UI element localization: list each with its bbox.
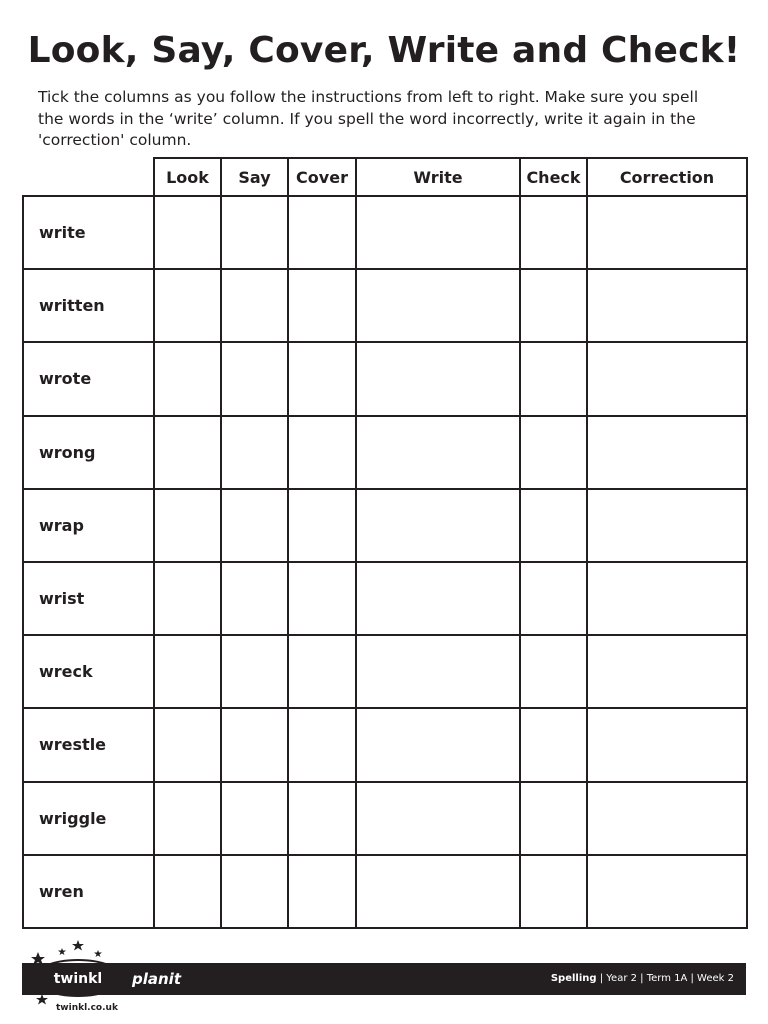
look-cell[interactable] bbox=[154, 708, 221, 781]
cover-cell[interactable] bbox=[288, 855, 356, 928]
cover-cell[interactable] bbox=[288, 635, 356, 708]
planit-brand: planit bbox=[132, 970, 181, 988]
look-cell[interactable] bbox=[154, 489, 221, 562]
cover-cell[interactable] bbox=[288, 782, 356, 855]
cover-cell[interactable] bbox=[288, 562, 356, 635]
say-cell[interactable] bbox=[221, 196, 288, 269]
look-cell[interactable] bbox=[154, 342, 221, 415]
write-cell[interactable] bbox=[356, 635, 520, 708]
look-cell[interactable] bbox=[154, 562, 221, 635]
write-cell[interactable] bbox=[356, 269, 520, 342]
check-cell[interactable] bbox=[520, 342, 587, 415]
instructions-line-3: 'correction' column. bbox=[38, 131, 192, 149]
header-row bbox=[23, 158, 747, 196]
header-write: Write bbox=[356, 158, 520, 196]
cover-cell[interactable] bbox=[288, 342, 356, 415]
correction-cell[interactable] bbox=[587, 342, 747, 415]
say-cell[interactable] bbox=[221, 416, 288, 489]
say-cell[interactable] bbox=[221, 269, 288, 342]
header-check: Check bbox=[520, 158, 587, 196]
write-cell[interactable] bbox=[356, 562, 520, 635]
say-cell[interactable] bbox=[221, 855, 288, 928]
correction-cell[interactable] bbox=[587, 196, 747, 269]
check-cell[interactable] bbox=[520, 855, 587, 928]
cover-cell[interactable] bbox=[288, 708, 356, 781]
write-cell[interactable] bbox=[356, 855, 520, 928]
footer-subject: Spelling bbox=[550, 973, 597, 984]
correction-cell[interactable] bbox=[587, 489, 747, 562]
write-cell[interactable] bbox=[356, 489, 520, 562]
say-cell[interactable] bbox=[221, 489, 288, 562]
look-cell[interactable] bbox=[154, 635, 221, 708]
header-look: Look bbox=[154, 158, 221, 196]
say-cell[interactable] bbox=[221, 342, 288, 415]
say-cell[interactable] bbox=[221, 708, 288, 781]
word-row bbox=[23, 562, 747, 635]
word-cell: wrap bbox=[23, 489, 154, 562]
word-row bbox=[23, 635, 747, 708]
instructions-line-1: Tick the columns as you follow the instructions from left to right. Make sure you spell bbox=[38, 88, 699, 106]
say-cell[interactable] bbox=[221, 782, 288, 855]
word-row bbox=[23, 196, 747, 269]
header-cover: Cover bbox=[288, 158, 356, 196]
twinkl-logo-text: twinkl bbox=[53, 971, 103, 987]
correction-cell[interactable] bbox=[587, 416, 747, 489]
word-row bbox=[23, 489, 747, 562]
cover-cell[interactable] bbox=[288, 269, 356, 342]
write-cell[interactable] bbox=[356, 782, 520, 855]
footer-details: | Year 2 | Term 1A | Week 2 bbox=[596, 973, 734, 984]
word-cell: wrong bbox=[23, 416, 154, 489]
spelling-table bbox=[22, 157, 748, 929]
write-cell[interactable] bbox=[356, 196, 520, 269]
correction-cell[interactable] bbox=[587, 782, 747, 855]
word-row bbox=[23, 708, 747, 781]
say-cell[interactable] bbox=[221, 635, 288, 708]
word-cell: wrist bbox=[23, 562, 154, 635]
website-url: twinkl.co.uk bbox=[56, 1003, 118, 1013]
word-row bbox=[23, 269, 747, 342]
word-cell: wrote bbox=[23, 342, 154, 415]
cover-cell[interactable] bbox=[288, 489, 356, 562]
word-row bbox=[23, 416, 747, 489]
word-cell: wrestle bbox=[23, 708, 154, 781]
say-cell[interactable] bbox=[221, 562, 288, 635]
word-cell: written bbox=[23, 269, 154, 342]
check-cell[interactable] bbox=[520, 562, 587, 635]
cover-cell[interactable] bbox=[288, 416, 356, 489]
cover-cell[interactable] bbox=[288, 196, 356, 269]
header-blank-cell bbox=[23, 158, 154, 196]
write-cell[interactable] bbox=[356, 342, 520, 415]
word-row bbox=[23, 855, 747, 928]
look-cell[interactable] bbox=[154, 269, 221, 342]
look-cell[interactable] bbox=[154, 855, 221, 928]
word-row bbox=[23, 342, 747, 415]
page-title: Look, Say, Cover, Write and Check! bbox=[27, 30, 741, 71]
instructions bbox=[38, 87, 738, 152]
write-cell[interactable] bbox=[356, 708, 520, 781]
check-cell[interactable] bbox=[520, 635, 587, 708]
check-cell[interactable] bbox=[520, 269, 587, 342]
correction-cell[interactable] bbox=[587, 269, 747, 342]
check-cell[interactable] bbox=[520, 782, 587, 855]
word-row bbox=[23, 782, 747, 855]
check-cell[interactable] bbox=[520, 416, 587, 489]
check-cell[interactable] bbox=[520, 708, 587, 781]
correction-cell[interactable] bbox=[587, 855, 747, 928]
look-cell[interactable] bbox=[154, 416, 221, 489]
word-cell: write bbox=[23, 196, 154, 269]
correction-cell[interactable] bbox=[587, 562, 747, 635]
footer-meta bbox=[551, 963, 734, 995]
word-cell: wriggle bbox=[23, 782, 154, 855]
look-cell[interactable] bbox=[154, 782, 221, 855]
correction-cell[interactable] bbox=[587, 635, 747, 708]
look-cell[interactable] bbox=[154, 196, 221, 269]
header-say: Say bbox=[221, 158, 288, 196]
correction-cell[interactable] bbox=[587, 708, 747, 781]
check-cell[interactable] bbox=[520, 489, 587, 562]
write-cell[interactable] bbox=[356, 416, 520, 489]
word-cell: wreck bbox=[23, 635, 154, 708]
instructions-line-2: the words in the ‘write’ column. If you spell the word incorrectly, write it again in the bbox=[38, 109, 696, 128]
header-correction: Correction bbox=[587, 158, 747, 196]
word-cell: wren bbox=[23, 855, 154, 928]
check-cell[interactable] bbox=[520, 196, 587, 269]
